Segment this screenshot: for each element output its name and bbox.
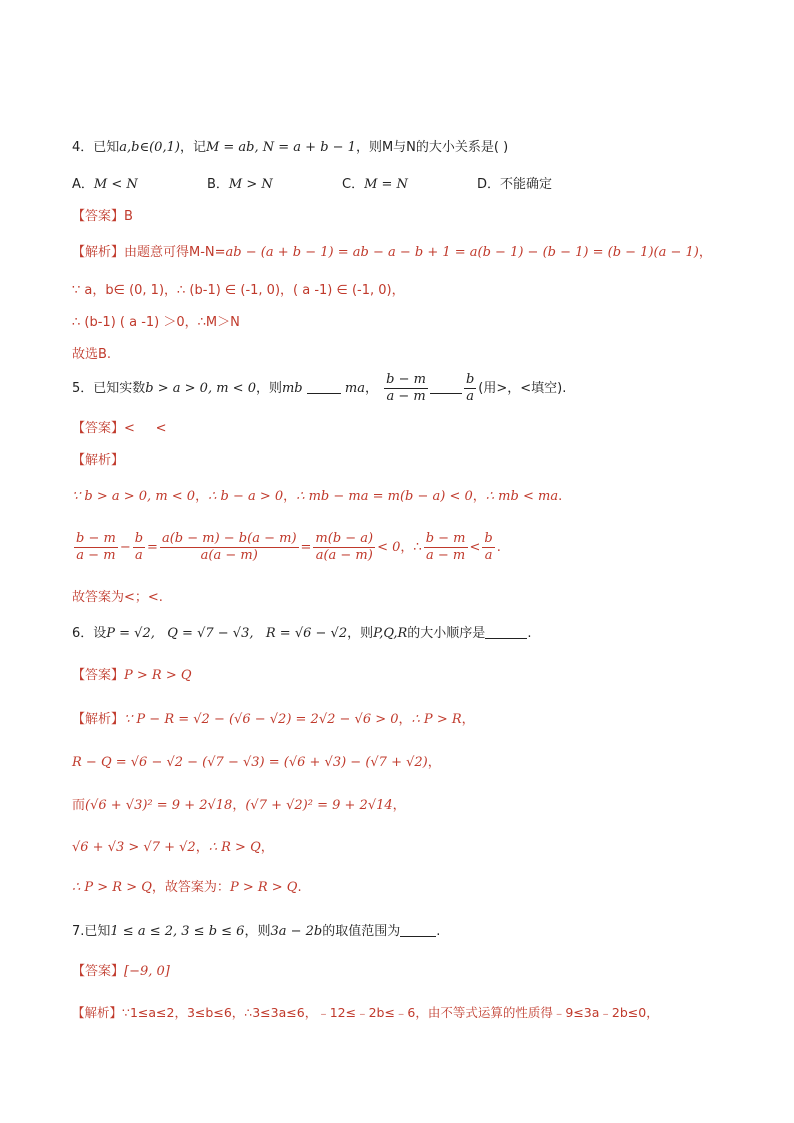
fraction-numerator: m(b − a) [315, 531, 374, 546]
q6-stem [72, 624, 531, 644]
fraction-denominator: a [484, 548, 493, 563]
fraction-numerator: b [484, 531, 493, 546]
q6-stem-text: 的大小顺序是 [407, 626, 486, 641]
option-letter: C． [342, 177, 365, 192]
analysis-math: ∵ P − R = √2 − (√6 − √2) = 2√2 − √6 > 0 [124, 712, 399, 727]
q5-blank-1[interactable] [307, 379, 341, 394]
fraction-denominator: a − m [425, 548, 466, 563]
q7-answer [72, 962, 170, 982]
q6-stem-text: ，则 [347, 626, 374, 641]
analysis-text: ， [461, 712, 475, 727]
q4-stem-text: ，记 [179, 140, 206, 155]
q5-stem-text: ，则 [255, 381, 282, 396]
answer-label: 【答案】 [72, 668, 125, 683]
q4-stem [72, 138, 508, 158]
q4-option-b[interactable] [207, 175, 342, 195]
analysis-label: 【解析】 [72, 245, 125, 260]
fraction [133, 531, 145, 564]
q4-stem-text: 4．已知 [72, 140, 120, 155]
fraction-numerator: b − m [76, 531, 116, 546]
q5-conclusion: 故答案为<；<. [72, 590, 163, 605]
analysis-math: ab − (a + b − 1) = ab − a − b + 1 = a(b − 1) − (b − 1) = (b − 1)(a − 1) [225, 245, 699, 260]
q7-stem-math: 3a − 2b [270, 924, 323, 939]
fraction [160, 531, 299, 564]
analysis-text: ， [195, 840, 209, 855]
q4-stem-math: a,b∈(0,1) [119, 140, 180, 155]
fraction-denominator: a [135, 548, 143, 563]
q4-analysis-1 [72, 243, 712, 263]
q4-option-c[interactable] [342, 175, 477, 195]
q7-stem-math: 1 ≤ a ≤ 2, 3 ≤ b ≤ 6 [110, 924, 245, 939]
q4-stem-math: M = ab, N = a + b − 1 [205, 140, 356, 155]
analysis-math: (√7 + √2)² = 9 + 2√14 [245, 798, 393, 813]
q7-stem-text: 的取值范围为 [322, 924, 401, 939]
q4-options [72, 175, 612, 195]
q4-analysis-2: ∵ a，b∈ (0, 1)，∴ (b-1) ∈ (-1, 0)，( a -1) ∈ (-1, 0)， [72, 283, 405, 298]
q5-stem-math: ma [344, 381, 365, 396]
fraction-denominator: a − m [386, 389, 426, 404]
analysis-math: < [469, 540, 481, 555]
fraction [74, 531, 118, 564]
analysis-math: < 0 [377, 540, 401, 555]
q5-stem-math: b > a > 0, m < 0 [145, 381, 256, 396]
analysis-math: ∵ b > a > 0, m < 0 [72, 489, 196, 504]
analysis-text: ， [283, 489, 297, 504]
analysis-text: ， [427, 755, 441, 770]
analysis-math: ∴ mb < ma [485, 489, 559, 504]
q7-stem-text: 7.已知 [72, 924, 111, 939]
q6-analysis-4 [72, 838, 274, 858]
analysis-text: . [496, 540, 501, 555]
q4-analysis-3: ∴ (b-1) ( a -1) ＞0，∴M＞N [72, 315, 240, 330]
analysis-math: ∴ b − a > 0 [208, 489, 284, 504]
analysis-label: 【解析】 [72, 712, 125, 727]
fraction [313, 531, 375, 564]
analysis-math: − [119, 540, 131, 555]
option-math: M > N [228, 177, 273, 192]
q6-answer [72, 666, 192, 686]
q5-stem-text: ， [365, 381, 379, 396]
q4-stem-text: ，则M与N的大小关系是( ) [355, 140, 509, 155]
analysis-label: 【解析】 [72, 1005, 123, 1020]
analysis-text: ， [232, 798, 246, 813]
answer-label: 【答案】 [72, 209, 125, 224]
option-math: M = N [364, 177, 408, 192]
answer-value: [−9, 0] [124, 964, 170, 979]
q6-analysis-3 [72, 796, 406, 816]
fraction-numerator: a(b − m) − b(a − m) [161, 531, 297, 546]
q5-stem-text: (用>，<填空). [478, 381, 567, 396]
q7-stem [72, 922, 440, 942]
analysis-text: ，故答案为： [151, 880, 230, 895]
fraction-denominator: a [466, 389, 475, 404]
analysis-math: (√6 + √3)² = 9 + 2√18 [85, 798, 233, 813]
q5-analysis-2 [72, 530, 501, 566]
q6-analysis-1 [72, 710, 475, 730]
analysis-math: P > R > Q [229, 880, 298, 895]
analysis-math: ∴ mb − ma = m(b − a) < 0 [296, 489, 473, 504]
analysis-text: ， [398, 712, 412, 727]
q7-stem-text: . [436, 924, 441, 939]
q6-analysis-2 [72, 753, 441, 773]
q7-blank[interactable] [400, 922, 436, 937]
analysis-text: ， [260, 840, 274, 855]
fraction [482, 531, 494, 564]
fraction-numerator: b − m [425, 531, 466, 546]
fraction-numerator: b [465, 372, 475, 387]
analysis-text: ， [698, 245, 712, 260]
answer-value: < < [124, 421, 167, 436]
analysis-text: ， [195, 489, 209, 504]
q6-stem-text: 6．设 [72, 626, 107, 641]
analysis-text: 而 [72, 798, 86, 813]
q6-blank[interactable] [485, 624, 527, 639]
analysis-text: ， [392, 798, 406, 813]
q7-analysis-1 [72, 1003, 659, 1023]
analysis-text: 由题意可得M-N= [124, 245, 226, 260]
fraction-numerator: b [134, 531, 144, 546]
answer-label: 【答案】 [72, 421, 125, 436]
analysis-text: ， [472, 489, 486, 504]
q5-fraction-1 [384, 372, 428, 405]
fraction-denominator: a(a − m) [315, 548, 373, 563]
q6-stem-text: . [527, 626, 532, 641]
analysis-math: = [147, 540, 158, 555]
answer-value: B [124, 209, 133, 224]
q5-stem [72, 371, 566, 407]
analysis-math: ∴ P > R [411, 712, 462, 727]
q4-option-a[interactable] [72, 175, 207, 195]
option-text: 不能确定 [500, 177, 553, 192]
answer-label: 【答案】 [72, 964, 125, 979]
fraction-denominator: a − m [76, 548, 116, 563]
analysis-math: ∴ P > R > Q [72, 880, 152, 895]
q5-answer [72, 419, 166, 439]
analysis-text: ，∴ [400, 540, 422, 555]
analysis-text: . [558, 489, 563, 504]
q5-stem-text: 5．已知实数 [72, 381, 146, 396]
answer-value: P > R > Q [124, 668, 192, 683]
option-letter: D． [477, 177, 501, 192]
fraction-denominator: a(a − m) [200, 548, 258, 563]
analysis-math: = [300, 540, 312, 555]
q4-option-d[interactable] [477, 175, 612, 195]
q6-stem-math: P,Q,R [373, 626, 408, 641]
q5-analysis-1 [72, 487, 562, 507]
q6-stem-math: P = √2, Q = √7 − √3, R = √6 − √2 [106, 626, 348, 641]
analysis-math: √6 + √3 > √7 + √2 [72, 840, 196, 855]
q6-analysis-5 [72, 878, 302, 898]
q4-conclusion: 故选B. [72, 347, 112, 362]
fraction [424, 531, 468, 564]
option-math: M < N [93, 177, 138, 192]
analysis-math: R − Q = √6 − √2 − (√7 − √3) = (√6 + √3) − (√7 + √2) [72, 755, 428, 770]
option-letter: B． [207, 177, 229, 192]
q5-fraction-2 [464, 372, 476, 405]
fraction-numerator: b − m [386, 372, 426, 387]
q5-blank-2[interactable] [430, 379, 462, 394]
q7-stem-text: ，则 [244, 924, 271, 939]
analysis-math: ∴ R > Q [208, 840, 261, 855]
q5-analysis-label: 【解析】 [72, 453, 125, 468]
q5-stem-math: mb [281, 381, 303, 396]
analysis-text: ∵1≤a≤2，3≤b≤6，∴3≤3a≤6，﹣12≤﹣2b≤﹣6，由不等式运算的性质得﹣9≤3a﹣2b≤0， [122, 1005, 659, 1020]
analysis-text: . [297, 880, 302, 895]
q4-answer [72, 207, 133, 227]
option-letter: A． [72, 177, 94, 192]
